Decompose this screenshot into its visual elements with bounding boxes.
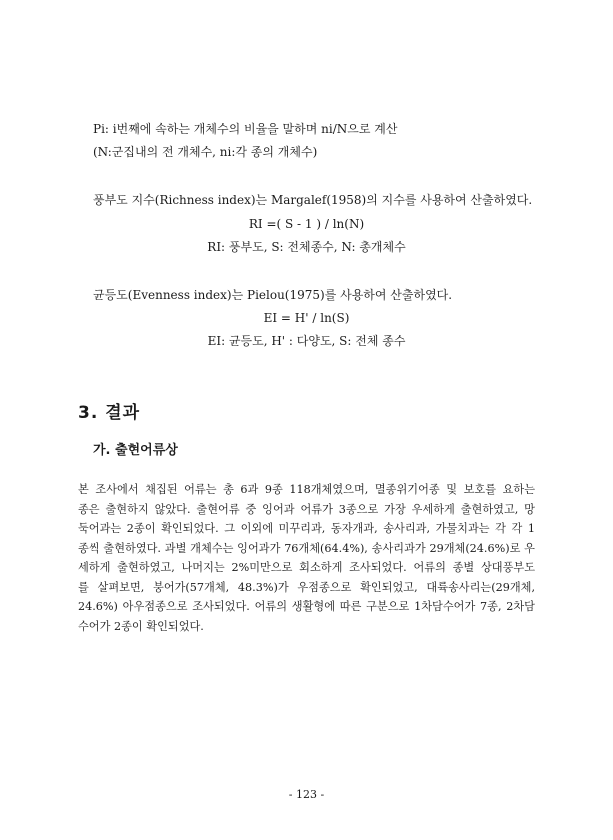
page-number: - 123 - (288, 788, 325, 801)
pi-definition: Pi: i번째에 속하는 개체수의 비율을 말하며 ni/N으로 계산 (93, 122, 398, 136)
evenness-intro: 균등도(Evenness index)는 Pielou(1975)를 사용하여 산출하였다. (93, 288, 453, 302)
paragraph-line: 세하게 출현하였고, 나머지는 2%미만으로 회소하게 조사되었다. 어류의 종별 상대풍부도 (78, 561, 535, 574)
evenness-formula: EI = H' / ln(S) (263, 311, 350, 325)
section-title: 3. 결과 (78, 403, 141, 423)
evenness-legend: EI: 균등도, H' : 다양도, S: 전체 종수 (207, 334, 406, 348)
subsection-title: 가. 출현어류상 (93, 443, 178, 458)
paragraph-line: 수어가 2종이 확인되었다. (78, 619, 204, 633)
paragraph-line: 종은 출현하지 않았다. 출현어류 중 잉어과 어류가 3종으로 가장 우세하게 출현하였고, 망 (78, 502, 535, 516)
paragraph-line: 본 조사에서 채집된 어류는 총 6과 9종 118개체였으며, 멸종위기어종 및 보호를 요하는 (78, 483, 535, 496)
pi-definition-note: (N:군집내의 전 개체수, ni:각 종의 개체수) (93, 145, 318, 159)
results-paragraph (78, 482, 535, 638)
richness-intro: 풍부도 지수(Richness index)는 Margalef(1958)의 지수를 사용하여 산출하였다. (93, 193, 533, 207)
paragraph-line: 종씩 출현하였다. 과별 개체수는 잉어과가 76개체(64.4%), 송사리과가 29개체(24.6%)로 우 (78, 541, 535, 555)
richness-legend: RI: 풍부도, S: 전체종수, N: 총개체수 (207, 240, 406, 254)
richness-formula: RI =( S - 1 ) / ln(N) (248, 217, 365, 231)
paragraph-line: 둑어과는 2종이 확인되었다. 그 이외에 미꾸리과, 동자개과, 송사리과, 가물치과는 각 각 1 (78, 522, 535, 535)
paragraph-line: 24.6%) 아우점종으로 조사되었다. 어류의 생활형에 따른 구분으로 1차담수어가 7종, 2차담 (78, 600, 535, 613)
paragraph-line: 를 살펴보면, 붕어가(57개체, 48.3%)가 우점종으로 확인되었고, 대륙송사리는(29개체, (78, 580, 535, 594)
